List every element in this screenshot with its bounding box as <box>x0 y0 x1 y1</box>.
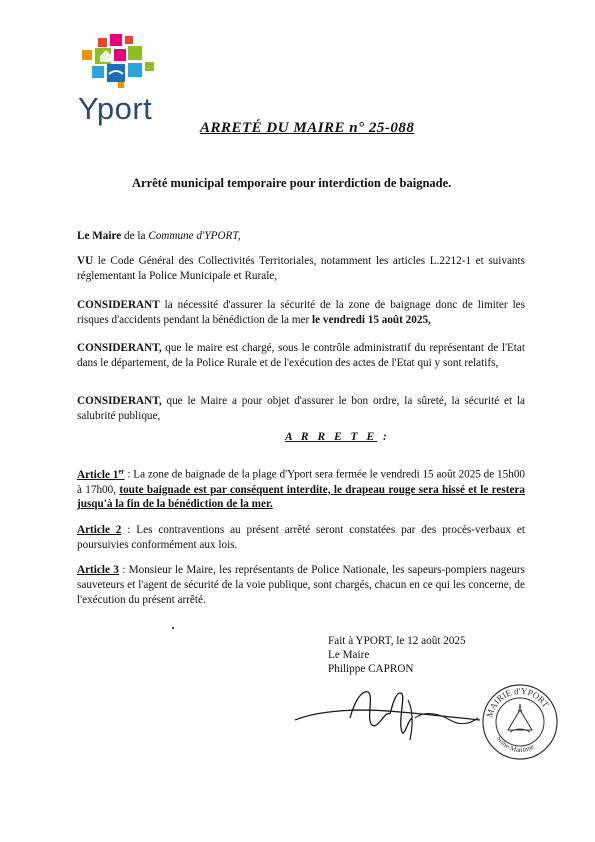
stamp-bottom-text: Seine-Maritime <box>494 734 536 755</box>
logo-mosaic-icon <box>78 34 158 89</box>
arrete-heading-text: A R R E T E <box>285 431 378 443</box>
vu-label: VU <box>77 255 94 267</box>
intro-connector: de la <box>121 230 149 242</box>
decree-title: ARRETÉ DU MAIRE n° 25-088 <box>200 120 415 136</box>
article-3-text: : Monsieur le Maire, les représentants de Police Nationale, les sapeurs-pompiers nageurs sauveteurs et l'agent de sécurité de la voie publique, sont chargés, chacun en ce qui les concerne, de l'exécution du présent arrêté. <box>77 564 525 606</box>
considerant-1-label: CONSIDERANT <box>77 299 160 311</box>
signature-place-date: Fait à YPORT, le 12 août 2025 <box>328 635 466 647</box>
intro-label: Le Maire <box>77 230 122 242</box>
considerant-2-text: que le maire est chargé, sous le contrôle administratif du représentant de l'Etat dans le département, de la Police Rurale et de l'exécution des actes de l'Etat qui y sont relatifs, <box>77 342 525 369</box>
article-2-label: Article 2 <box>77 524 122 536</box>
article-3-label: Article 3 <box>77 564 119 576</box>
considerant-1-paragraph <box>77 298 525 328</box>
intro-commune: Commune d'YPORT, <box>148 230 241 242</box>
intro-paragraph <box>77 229 525 244</box>
considerant-1-le: le <box>312 313 323 326</box>
handwritten-signature <box>290 680 485 750</box>
yport-logo <box>78 34 158 129</box>
article-1-text: : La zone de baignade de la plage d'Yport sera fermée le vendredi 15 août 2025 de 15h00 à 17h00, <box>77 468 526 496</box>
mairie-stamp <box>480 682 560 762</box>
considerant-2-label: CONSIDERANT, <box>77 342 162 354</box>
article-1-paragraph <box>77 464 525 512</box>
stray-mark <box>172 627 174 629</box>
article-1-label-sup: er <box>118 467 125 475</box>
arrete-heading <box>285 431 390 443</box>
considerant-2-paragraph <box>77 341 525 371</box>
signature-block <box>328 634 466 677</box>
article-1-label <box>77 469 125 481</box>
vu-paragraph <box>77 254 525 284</box>
vu-text: le Code Général des Collectivités Territoriales, notamment les articles L.2212-1 et suivants réglementant la Police Municipale et Rurale, <box>77 255 525 282</box>
considerant-1-text: la nécessité d'assurer la sécurité de la zone de baignage donc de limiter les risques d'accidents pendant la bénédiction de la mer <box>77 299 525 326</box>
signature-role: Le Maire <box>328 649 370 662</box>
signature-name: Philippe CAPRON <box>328 663 414 676</box>
arrete-heading-colon: : <box>377 431 390 443</box>
article-2-text: : Les contraventions au présent arrêté seront constatées par des procès-verbaux et poursuivies conformément aux lois. <box>77 524 525 551</box>
article-1-label-text: Article 1 <box>77 468 119 481</box>
considerant-1-date: vendredi 15 août 2025, <box>322 313 431 326</box>
article-3-paragraph <box>77 563 525 607</box>
considerant-3-text: que le Maire a pour objet d'assurer le bon ordre, la sûreté, la sécurité et la salubrité publique, <box>77 395 525 422</box>
stamp-top-text: MAIRIE d'YPORT <box>484 685 552 719</box>
considerant-3-paragraph <box>77 394 525 424</box>
logo-wordmark: Yport <box>78 91 153 126</box>
article-1-emphasis: toute baignade est par conséquent interdite, le drapeau rouge sera hissé et le restera jusqu'à la fin de la bénédiction de la mer. <box>77 483 525 511</box>
considerant-3-label: CONSIDERANT, <box>77 395 162 407</box>
decree-subtitle: Arrêté municipal temporaire pour interdiction de baignade. <box>132 176 452 190</box>
article-2-paragraph <box>77 523 525 553</box>
